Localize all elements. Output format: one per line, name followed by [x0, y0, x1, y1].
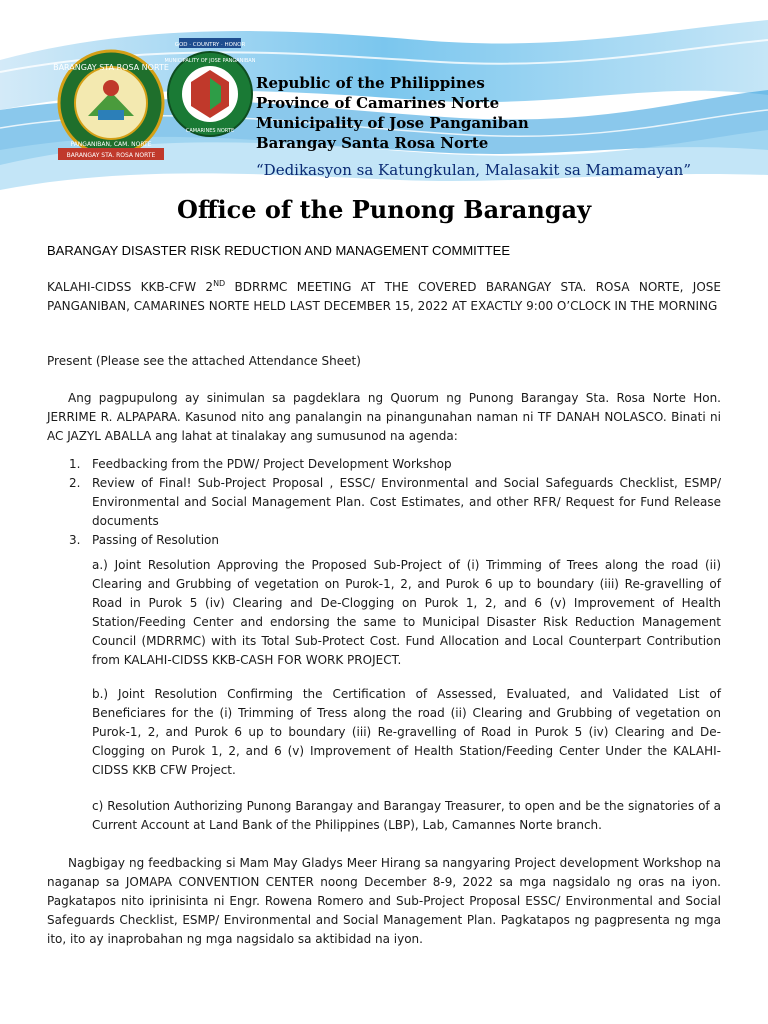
resolution-b: b.) Joint Resolution Confirming the Certification of Assessed, Evaluated, and Validated List of Beneficiares for the (i) Trimming of Tress along the road (ii) Clearing and Grubbing of vegetation on Purok-1, 2, and Purok 6 up to boundary (iii) Re-gravelling of Road in Purok 5 (iv) Clearing and De-Clogging on Purok 1, 2, and 6 (v) Improvement of Health Station/Feeding Center Under the KALAHI-CIDSS KKB CFW Project. — [92, 687, 721, 777]
agenda-item — [47, 531, 721, 550]
resolution-a: a.) Joint Resolution Approving the Proposed Sub-Project of (i) Trimming of Trees along the road (ii) Clearing and Grubbing of vegetation on Purok-1, 2, and Purok 6 up to boundary (iii) Re-gravelling of Road in Purok 5 (iv) Clearing and De-Clogging on Purok 1, 2, and 6 (v) Improvement of Health Station/Feeding Center and endorsing the same to Municipal Disaster Risk Reduction Management Council (MDRRMC) with its Total Sub-Protect Cost. Fund Allocation and Local Counterpart Contribution from KALAHI-CIDSS KKB-CASH FOR WORK PROJECT. — [92, 558, 721, 667]
intro-paragraph: Ang pagpupulong ay sinimulan sa pagdeklara ng Quorum ng Punong Barangay Sta. Rosa Norte Hon. JERRIME R. ALPAPARA. Kasunod nito ang panalangin na pinangunahan naman ni TF DANAH NOLASCO. Binati ni AC JAZYL ABALLA ang lahat at tinalakay ang sumusunod na agenda: — [47, 391, 721, 443]
meeting-part1: KALAHI-CIDSS KKB-CFW 2 — [47, 280, 214, 294]
svg-text:MUNICIPALITY OF JOSE PANGANIBA: MUNICIPALITY OF JOSE PANGANIBAN — [164, 58, 256, 64]
meeting-statement — [47, 278, 721, 316]
province-line: Province of Camarines Norte — [256, 94, 500, 112]
municipal-seal-icon — [163, 38, 257, 142]
meeting-part2: BDRRMC MEETING AT THE COVERED BARANGAY STA. ROSA NORTE, JOSE PANGANIBAN, CAMARINES NORTE HELD LAST DECEMBER 15, 2022 AT EXACTLY 9:00 O’CLOCK IN THE MORNING — [47, 280, 721, 313]
barangay-seal — [52, 48, 170, 166]
svg-text:PANGANIBAN, CAM. NORTE: PANGANIBAN, CAM. NORTE — [70, 141, 152, 148]
agenda-list — [47, 455, 721, 550]
barangay-motto: “Dedikasyon sa Katungkulan, Malasakit sa Mamamayan” — [256, 161, 691, 179]
municipal-seal — [163, 38, 257, 142]
svg-text:CAMARINES NORTE: CAMARINES NORTE — [185, 128, 235, 134]
resolution-c: c) Resolution Authorizing Punong Barangay and Barangay Treasurer, to open and be the signatories of a Current Account at Land Bank of the Philippines (LBP), Lab, Camannes Norte branch. — [92, 799, 721, 832]
barangay-line: Barangay Santa Rosa Norte — [256, 134, 489, 152]
closing-paragraph: Nagbigay ng feedbacking si Mam May Gladys Meer Hirang sa nangyaring Project development Workshop na naganap sa JOMAPA CONVENTION CENTER noong December 8-9, 2022 sa mga nagsidalo ng oras na iyon. Pagkatapos nito iprinisinta ni Engr. Rowena Romero and Sub-Project Proposal ESSC/ Environmental and Social Safeguards Checklist, ESMP/ Environmental and Social Management Plan. Pagkatapos ng pagpresenta ng mga ito, ito ay inaprobahan ng mga nagsidalo sa aktibidad na iyon. — [47, 856, 721, 946]
agenda-text: Review of Final! Sub-Project Proposal , ESSC/ Environmental and Social Safeguards Checklist, ESMP/ Environmental and Social Management Plan. Cost Estimates, and other RFR/ Request for Fund Release documents — [92, 476, 721, 528]
agenda-number: 2. — [69, 476, 81, 490]
barangay-seal-icon — [52, 48, 170, 166]
svg-text:GOD · COUNTRY · HONOR: GOD · COUNTRY · HONOR — [174, 42, 246, 48]
agenda-item — [47, 455, 721, 474]
committee-heading: BARANGAY DISASTER RISK REDUCTION AND MANAGEMENT COMMITTEE — [47, 243, 511, 258]
government-heading — [256, 73, 529, 153]
agenda-number: 3. — [69, 533, 81, 547]
agenda-text: Passing of Resolution — [92, 533, 220, 547]
agenda-number: 1. — [69, 457, 81, 471]
agenda-item — [47, 474, 721, 531]
meeting-ordinal: ND — [213, 279, 226, 288]
agenda-text: Feedbacking from the PDW/ Project Development Workshop — [92, 457, 452, 471]
office-title: Office of the Punong Barangay — [176, 195, 592, 224]
republic-line: Republic of the Philippines — [256, 74, 485, 92]
svg-text:BARANGAY STA ROSA NORTE: BARANGAY STA ROSA NORTE — [53, 63, 169, 72]
svg-text:BARANGAY STA. ROSA NORTE: BARANGAY STA. ROSA NORTE — [66, 152, 156, 159]
present-note: Present (Please see the attached Attendance Sheet) — [47, 354, 361, 368]
municipality-line: Municipality of Jose Panganiban — [256, 114, 529, 132]
